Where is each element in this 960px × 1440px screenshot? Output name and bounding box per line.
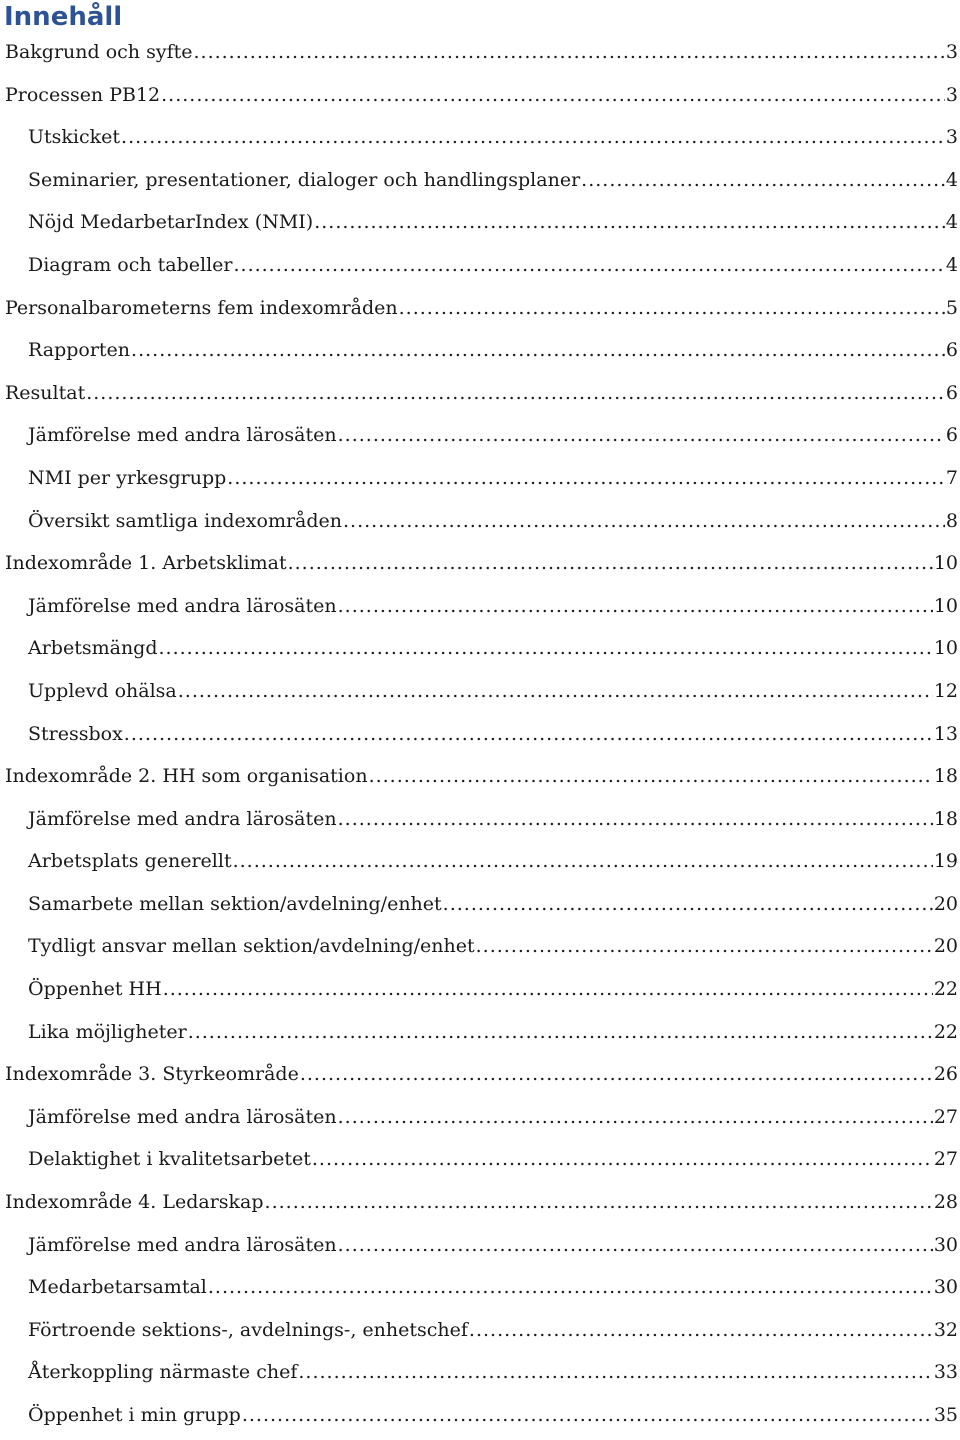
table-of-contents — [0, 34, 960, 1440]
toc-dot-leader — [312, 1141, 933, 1177]
toc-page-number: 13 — [933, 722, 958, 745]
toc-dot-leader — [124, 716, 933, 752]
toc-entry-text: Öppenhet HH — [28, 978, 162, 1001]
toc-entry[interactable] — [0, 1141, 960, 1184]
toc-page-number: 10 — [933, 594, 958, 617]
toc-entry-text: Arbetsmängd — [28, 637, 158, 660]
toc-dot-leader — [300, 1056, 933, 1092]
toc-page-number: 22 — [933, 978, 958, 1001]
toc-entry-text: Upplevd ohälsa — [28, 679, 177, 702]
toc-page-number: 6 — [945, 339, 958, 362]
toc-page-number: 33 — [933, 1361, 958, 1384]
toc-page-number: 8 — [945, 509, 958, 532]
toc-entry[interactable] — [0, 204, 960, 247]
toc-entry[interactable] — [0, 332, 960, 375]
toc-entry[interactable] — [0, 1227, 960, 1270]
toc-page-number: 27 — [933, 1148, 958, 1171]
toc-dot-leader — [343, 503, 945, 539]
toc-page-number: 4 — [945, 211, 958, 234]
toc-entry-text: Resultat — [5, 381, 86, 404]
toc-dot-leader — [188, 1014, 933, 1050]
toc-page-number: 18 — [933, 765, 958, 788]
toc-page-number: 26 — [933, 1063, 958, 1086]
toc-entry[interactable] — [0, 1312, 960, 1355]
toc-dot-leader — [178, 673, 933, 709]
toc-entry-text: Utskicket — [28, 126, 121, 149]
toc-entry-text: Indexområde 3. Styrkeområde — [5, 1063, 299, 1086]
toc-entry-text: Processen PB12 — [5, 83, 161, 106]
toc-entry[interactable] — [0, 1269, 960, 1312]
toc-page-number: 28 — [933, 1191, 958, 1214]
toc-page-number: 12 — [933, 679, 958, 702]
toc-entry-text: Stressbox — [28, 722, 123, 745]
toc-dot-leader — [581, 162, 945, 198]
toc-entry-text: Översikt samtliga indexområden — [28, 509, 343, 532]
toc-entry[interactable] — [0, 886, 960, 929]
toc-entry[interactable] — [0, 545, 960, 588]
toc-title: Innehåll — [4, 2, 123, 32]
toc-dot-leader — [443, 886, 933, 922]
toc-dot-leader — [265, 1184, 933, 1220]
toc-page-number: 18 — [933, 807, 958, 830]
toc-entry[interactable] — [0, 34, 960, 77]
toc-entry-text: Jämförelse med andra lärosäten — [28, 1105, 337, 1128]
toc-entry[interactable] — [0, 77, 960, 120]
toc-entry[interactable] — [0, 971, 960, 1014]
toc-entry-text: Jämförelse med andra lärosäten — [28, 424, 337, 447]
toc-entry-text: Jämförelse med andra lärosäten — [28, 807, 337, 830]
toc-dot-leader — [469, 1312, 933, 1348]
toc-entry-text: Lika möjligheter — [28, 1020, 187, 1043]
toc-dot-leader — [338, 417, 945, 453]
toc-dot-leader — [159, 630, 933, 666]
toc-page-number: 19 — [933, 850, 958, 873]
toc-entry[interactable] — [0, 1056, 960, 1099]
toc-entry[interactable] — [0, 247, 960, 290]
toc-dot-leader — [369, 758, 933, 794]
toc-dot-leader — [163, 971, 933, 1007]
toc-entry[interactable] — [0, 673, 960, 716]
toc-entry-text: Återkoppling närmaste chef — [28, 1361, 298, 1384]
toc-entry[interactable] — [0, 417, 960, 460]
toc-page-number: 35 — [933, 1404, 958, 1426]
toc-entry-text: Förtroende sektions-, avdelnings-, enhetschef — [28, 1318, 468, 1341]
toc-dot-leader — [161, 77, 945, 113]
toc-entry[interactable] — [0, 1099, 960, 1142]
toc-page-number: 10 — [933, 552, 958, 575]
toc-page-number: 27 — [933, 1105, 958, 1128]
toc-dot-leader — [288, 545, 933, 581]
toc-entry[interactable] — [0, 119, 960, 162]
toc-page-number: 22 — [933, 1020, 958, 1043]
toc-entry[interactable] — [0, 843, 960, 886]
toc-dot-leader — [233, 843, 933, 879]
toc-entry-text: Tydligt ansvar mellan sektion/avdelning/enhet — [28, 935, 475, 958]
toc-page-number: 5 — [945, 296, 958, 319]
toc-entry-text: Jämförelse med andra lärosäten — [28, 594, 337, 617]
toc-page-number: 3 — [945, 41, 958, 63]
toc-entry[interactable] — [0, 758, 960, 801]
toc-dot-leader — [121, 119, 945, 155]
toc-dot-leader — [338, 588, 933, 624]
toc-entry-text: Bakgrund och syfte — [5, 41, 193, 63]
toc-entry[interactable] — [0, 1184, 960, 1227]
toc-dot-leader — [314, 204, 945, 240]
toc-entry[interactable] — [0, 1354, 960, 1397]
toc-entry[interactable] — [0, 716, 960, 759]
toc-entry-text: Indexområde 4. Ledarskap — [5, 1191, 264, 1214]
toc-dot-leader — [338, 1099, 933, 1135]
toc-page-number: 6 — [945, 381, 958, 404]
toc-entry-text: Öppenhet i min grupp — [28, 1404, 241, 1426]
toc-dot-leader — [86, 375, 945, 411]
toc-dot-leader — [298, 1354, 932, 1390]
toc-entry-text: Seminarier, presentationer, dialoger och handlingsplaner — [28, 168, 581, 191]
toc-dot-leader — [338, 1227, 933, 1263]
toc-entry-text: Delaktighet i kvalitetsarbetet — [28, 1148, 311, 1171]
toc-entry-text: Medarbetarsamtal — [28, 1276, 207, 1299]
toc-entry-text: Rapporten — [28, 339, 131, 362]
toc-page-number: 20 — [933, 892, 958, 915]
toc-page-number: 30 — [933, 1276, 958, 1299]
toc-dot-leader — [476, 928, 933, 964]
toc-entry-text: Diagram och tabeller — [28, 253, 233, 276]
toc-entry-text: Arbetsplats generellt — [28, 850, 232, 873]
toc-page-number: 3 — [945, 126, 958, 149]
toc-entry[interactable] — [0, 588, 960, 631]
toc-page-number: 30 — [933, 1233, 958, 1256]
toc-entry-text: Indexområde 1. Arbetsklimat — [5, 552, 287, 575]
toc-page-number: 4 — [945, 253, 958, 276]
toc-entry[interactable] — [0, 801, 960, 844]
toc-entry-text: NMI per yrkesgrupp — [28, 466, 227, 489]
toc-dot-leader — [227, 460, 945, 496]
toc-page-number: 32 — [933, 1318, 958, 1341]
toc-page-number: 7 — [945, 466, 958, 489]
toc-dot-leader — [338, 801, 933, 837]
toc-entry[interactable] — [0, 1397, 960, 1440]
toc-page-number: 3 — [945, 83, 958, 106]
toc-entry[interactable] — [0, 630, 960, 673]
toc-dot-leader — [131, 332, 945, 368]
toc-page-number: 4 — [945, 168, 958, 191]
toc-dot-leader — [242, 1397, 933, 1433]
toc-entry-text: Indexområde 2. HH som organisation — [5, 765, 368, 788]
toc-entry[interactable] — [0, 375, 960, 418]
toc-entry[interactable] — [0, 460, 960, 503]
toc-entry[interactable] — [0, 290, 960, 333]
toc-entry-text: Personalbarometerns fem indexområden — [5, 296, 398, 319]
toc-dot-leader — [233, 247, 944, 283]
toc-page-number: 6 — [945, 424, 958, 447]
toc-entry-text: Jämförelse med andra lärosäten — [28, 1233, 337, 1256]
toc-dot-leader — [399, 290, 945, 326]
toc-dot-leader — [193, 34, 944, 70]
toc-page-number: 20 — [933, 935, 958, 958]
toc-dot-leader — [208, 1269, 933, 1305]
toc-entry[interactable] — [0, 928, 960, 971]
toc-entry[interactable] — [0, 1014, 960, 1057]
toc-entry[interactable] — [0, 503, 960, 546]
toc-entry[interactable] — [0, 162, 960, 205]
toc-page-number: 10 — [933, 637, 958, 660]
toc-entry-text: Samarbete mellan sektion/avdelning/enhet — [28, 892, 442, 915]
toc-entry-text: Nöjd MedarbetarIndex (NMI) — [28, 211, 314, 234]
